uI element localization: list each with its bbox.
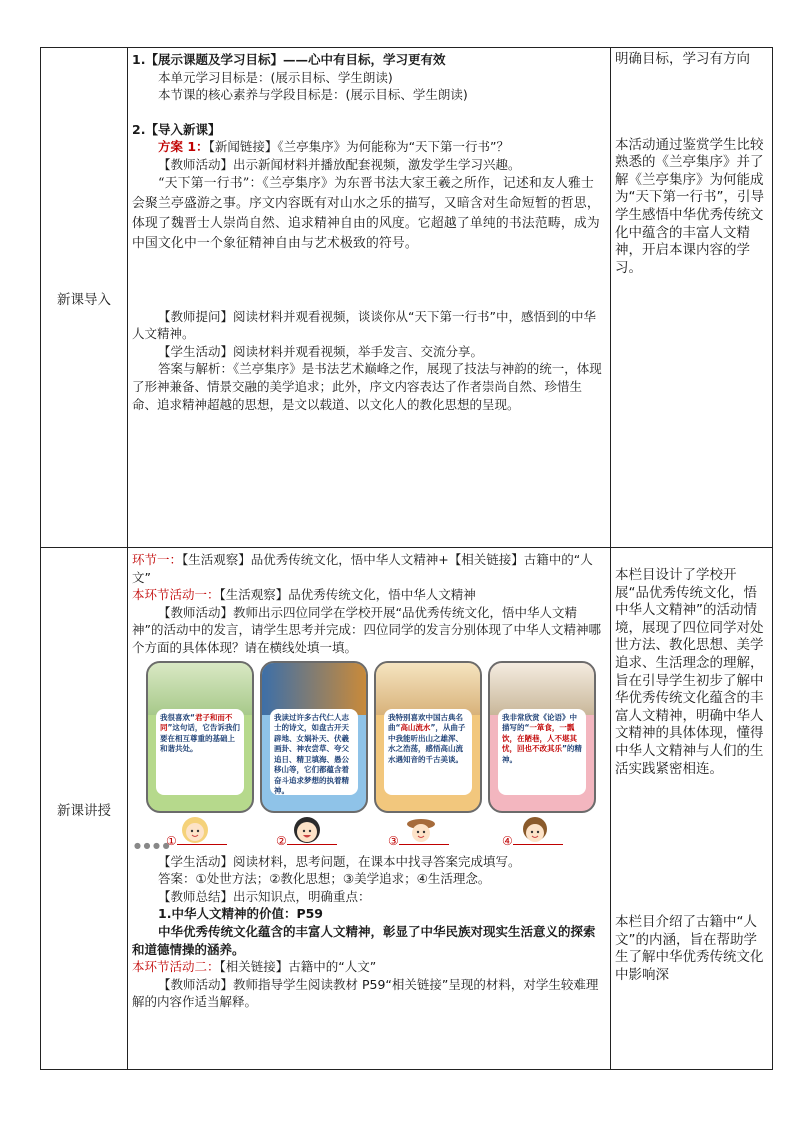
teacher-activity-3: 【教师活动】教师指导学生阅读教材 P59“相关链接”呈现的材料，对学生较难理解的内容作适当解释。: [132, 976, 599, 1010]
student-card-1: 我很喜欢“君子和而不同”这句话，它告诉我们要在相互尊重的基础上和谐共处。: [146, 661, 254, 813]
student-activity-1: 【学生活动】阅读材料并观看视频，举手发言、交流分享。: [158, 343, 484, 359]
lecture-design-note: 本栏目设计了学校开展“品优秀传统文化，悟中华人文精神”的活动情境，展现了四位同学对处世方法、教化思想、美学追求、生活理念的理解，旨在引导学生初步了解中华优秀传统文化蕴含的丰富人文精神，明确中华人文精神的具体体现，懂得中华人文精神与人们的生活实践紧密相连。: [615, 567, 764, 777]
four-students-illustration: [132, 661, 606, 849]
lanting-material: “天下第一行书”：《兰亭集序》为东晋书法大家王羲之所作，记述和友人雅士会聚兰亭盛游之事。序文内容既有对山水之乐的描写，又暗含对生命短暂的哲思，体现了魏晋士人崇尚自然、追求精神自由的风度。它超越了单纯的书法范畴，成为中国文化中一个象征精神自由与艺术极致的符号。: [132, 175, 600, 251]
goal-note: 明确目标，学习有方向: [615, 51, 750, 67]
blank-4: ④: [502, 833, 563, 851]
intro-content: [128, 48, 611, 548]
row-label-intro: 新课导入: [41, 48, 128, 548]
ancient-book-note: 本栏目介绍了古籍中“人文”的内涵，旨在帮助学生了解中华优秀传统文化中影响深: [615, 914, 764, 983]
row-label-lecture: 新课讲授: [41, 548, 128, 1070]
teacher-question: 【教师提问】阅读材料并观看视频，谈谈你从“天下第一行书”中，感悟到的中华人文精神。: [132, 308, 596, 342]
stage-1-line: 环节一：【生活观察】品优秀传统文化，悟中华人文精神+【相关链接】古籍中的“人文”: [132, 552, 593, 585]
student-activity-2: 【学生活动】阅读材料，思考问题，在课本中找寻答案完成填写。: [158, 853, 521, 869]
lecture-note: [611, 548, 773, 1070]
student-card-2: 我读过许多古代仁人志士的诗文，如盘古开天辟地、女娲补天、伏羲画卦、神农尝草、夸父追日、精卫填海、愚公移山等，它们都蕴含着奋斗追求梦想的执着精神。: [260, 661, 368, 813]
lecture-content: [128, 548, 611, 1070]
plan-1-line: 方案 1：【新闻链接】《兰亭集序》为何能称为“天下第一行书”？: [158, 139, 510, 155]
intro-design-note: 本活动通过鉴赏学生比较熟悉的《兰亭集序》并了解《兰亭集序》为何能成为“天下第一行书”，引导学生感悟中华优秀传统文化中蕴含的丰富人文精神，开启本课内容的学习。: [615, 136, 764, 276]
section-1-title: 1.【展示课题及学习目标】——心中有目标，学习更有效: [132, 52, 446, 67]
intro-note: [611, 48, 773, 548]
blank-1: ①: [166, 833, 227, 851]
blank-2: ②: [276, 833, 337, 851]
answer-analysis: 答案与解析：《兰亭集序》是书法艺术巅峰之作，展现了技法与神韵的统一，体现了形神兼备、情景交融的美学追求；此外，序文内容表达了作者崇尚自然、珍惜生命、追求精神超越的思想，是文以载道、以文化人的教化思想的呈现。: [132, 361, 602, 412]
section-2-title: 2.【导入新课】: [132, 121, 221, 137]
answer-line: 答案：①处世方法；②教化思想；③美学追求；④生活理念。: [158, 871, 491, 887]
teacher-activity-1: 【教师活动】出示新闻材料并播放配套视频，激发学生学习兴趣。: [158, 156, 521, 172]
activity-1-line: 本环节活动一：【生活观察】品优秀传统文化，悟中华人文精神: [132, 587, 476, 603]
carousel-dots: ● ● ● ●: [134, 840, 170, 850]
knowledge-point-text: 中华优秀传统文化蕴含的丰富人文精神，彰显了中华民族对现实生活意义的探索和道德情操的涵养。: [132, 923, 596, 957]
student-card-4: 我非常欣赏《论语》中描写的“一箪食，一瓢饮，在陋巷，人不堪其忧，回也不改其乐”的精神。: [488, 661, 596, 813]
unit-goal-line: 本单元学习目标是：(展示目标、学生朗读): [158, 69, 393, 85]
student-card-3: 我特别喜欢中国古典名曲“高山流水”，从曲子中我能听出山之雄浑、水之浩荡，感悟高山流水遇知音的千古美谈。: [374, 661, 482, 813]
blank-3: ③: [388, 833, 449, 851]
teacher-summary: 【教师总结】出示知识点，明确重点：: [158, 888, 371, 904]
activity-2-line: 本环节活动二：【相关链接】古籍中的“人文”: [132, 959, 377, 975]
knowledge-point-title: 1.中华人文精神的价值：P59: [158, 906, 324, 922]
lesson-table: [40, 47, 773, 1070]
teacher-activity-2: 【教师活动】教师出示四位同学在学校开展“品优秀传统文化，悟中华人文精神”的活动中的发言，请学生思考并完成：四位同学的发言分别体现了中华人文精神哪个方面的具体体现？请在横线处填一填。: [132, 604, 601, 655]
core-goal-line: 本节课的核心素养与学段目标是：(展示目标、学生朗读): [158, 87, 468, 103]
